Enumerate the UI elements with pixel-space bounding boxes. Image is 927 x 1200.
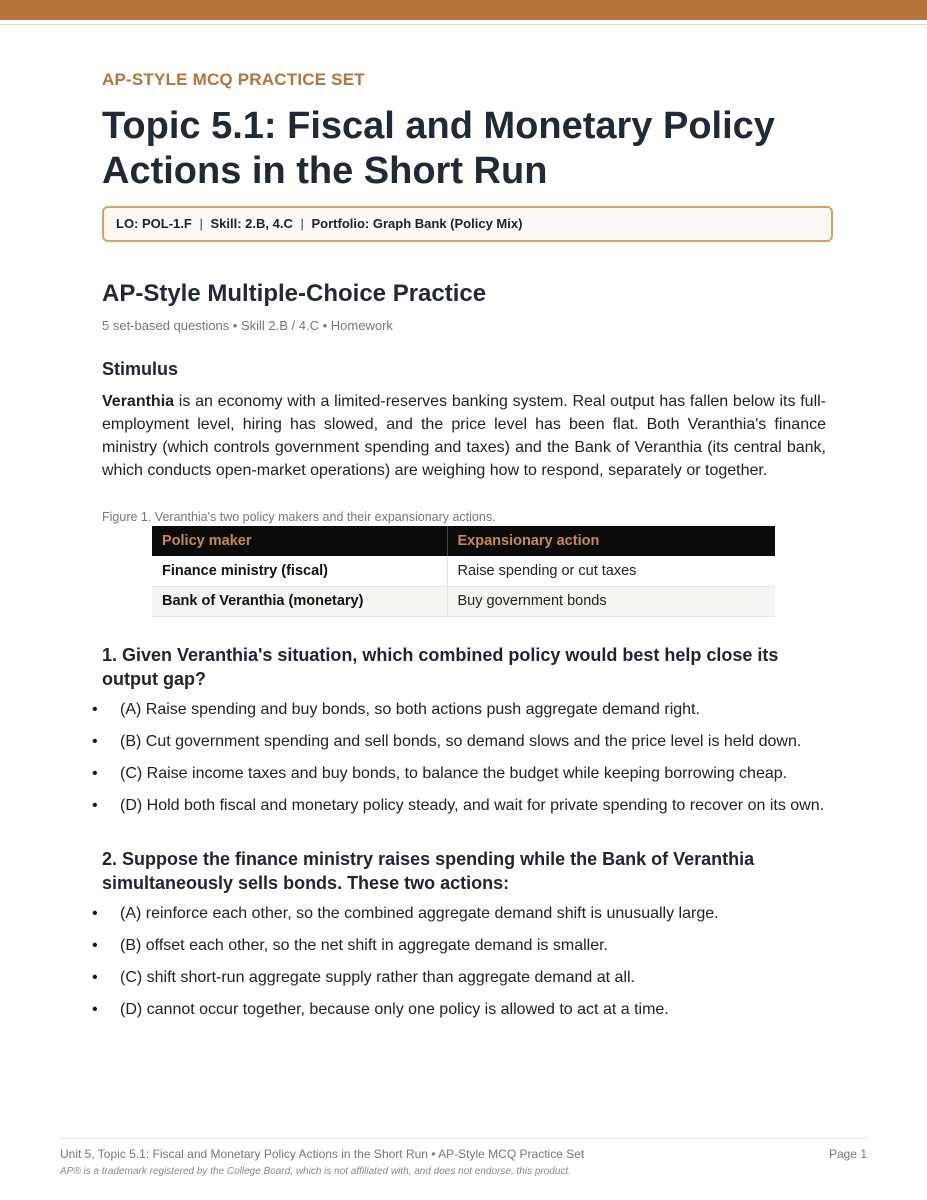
meta-separator: |: [199, 216, 203, 231]
table-row: [152, 556, 775, 586]
footer-running-title: Unit 5, Topic 5.1: Fiscal and Monetary Policy Actions in the Short Run • AP-Style MCQ Practice Set: [60, 1147, 585, 1161]
eyebrow-label: AP-STYLE MCQ PRACTICE SET: [102, 70, 365, 89]
footer-divider: [60, 1138, 867, 1139]
column-header: Expansionary action: [447, 526, 775, 556]
question-1-options: [102, 699, 826, 818]
column-header: Policy maker: [152, 526, 447, 556]
stimulus-lead-term: Veranthia: [102, 393, 175, 410]
policy-table: [152, 526, 775, 617]
answer-option: • (D) Hold both fiscal and monetary policy steady, and wait for private spending to recover on its own.: [102, 795, 826, 818]
table-row: [152, 586, 775, 616]
policy-maker-cell: Bank of Veranthia (monetary): [152, 586, 447, 616]
top-accent-bar: [0, 0, 927, 20]
question-2-prompt: 2. Suppose the finance ministry raises spending while the Bank of Veranthia simultaneously sells bonds. These two actions:: [102, 849, 755, 893]
answer-option: • (C) shift short-run aggregate supply rather than aggregate demand at all.: [102, 967, 826, 990]
table-header-row: [152, 526, 775, 556]
policy-action-cell: Buy government bonds: [447, 586, 775, 616]
answer-option: • (A) reinforce each other, so the combined aggregate demand shift is unusually large.: [102, 903, 826, 926]
section-subtitle: 5 set-based questions • Skill 2.B / 4.C • Homework: [102, 318, 393, 333]
figure-caption: Figure 1. Veranthia's two policy makers and their expansionary actions.: [102, 510, 496, 524]
meta-separator: |: [300, 216, 304, 231]
answer-option: • (B) offset each other, so the net shift in aggregate demand is smaller.: [102, 935, 826, 958]
policy-maker-cell: Finance ministry (fiscal): [152, 556, 447, 586]
question-2-options: [102, 903, 826, 1022]
worksheet-page: [102, 70, 826, 1031]
answer-option: • (D) cannot occur together, because only one policy is allowed to act at a time.: [102, 999, 826, 1022]
portfolio-ref: Portfolio: Graph Bank (Policy Mix): [311, 216, 523, 231]
stimulus-heading: Stimulus: [102, 359, 179, 379]
policy-action-cell: Raise spending or cut taxes: [447, 556, 775, 586]
answer-option: • (B) Cut government spending and sell bonds, so demand slows and the price level is held down.: [102, 731, 826, 754]
lo-code: LO: POL-1.F: [116, 216, 192, 231]
answer-option: • (C) Raise income taxes and buy bonds, to balance the budget while keeping borrowing cheap.: [102, 763, 826, 786]
trademark-notice: AP® is a trademark registered by the College Board, which is not affiliated with, and does not endorse, this product.: [60, 1166, 571, 1177]
learning-objective-box: [102, 206, 833, 242]
top-divider: [0, 24, 927, 25]
skill-codes: Skill: 2.B, 4.C: [210, 216, 293, 231]
page-number: Page 1: [828, 1147, 867, 1161]
answer-option: • (A) Raise spending and buy bonds, so both actions push aggregate demand right.: [102, 699, 826, 722]
page-title: Topic 5.1: Fiscal and Monetary Policy Actions in the Short Run: [102, 105, 775, 192]
stimulus-body: is an economy with a limited-reserves banking system. Real output has fallen below its full-employment level, hiring has slowed, and the price level has been flat. Both Veranthia's finance ministry (which controls government spending and taxes) and the Bank of Veranthia (its central bank, which conducts open-market operations) are weighing how to respond, separately or together.: [102, 393, 826, 479]
page-footer: [60, 1147, 867, 1161]
question-1-prompt: 1. Given Veranthia's situation, which combined policy would best help close its output gap?: [102, 644, 779, 689]
section-title: AP-Style Multiple-Choice Practice: [102, 280, 487, 307]
stimulus-text: [102, 390, 826, 482]
